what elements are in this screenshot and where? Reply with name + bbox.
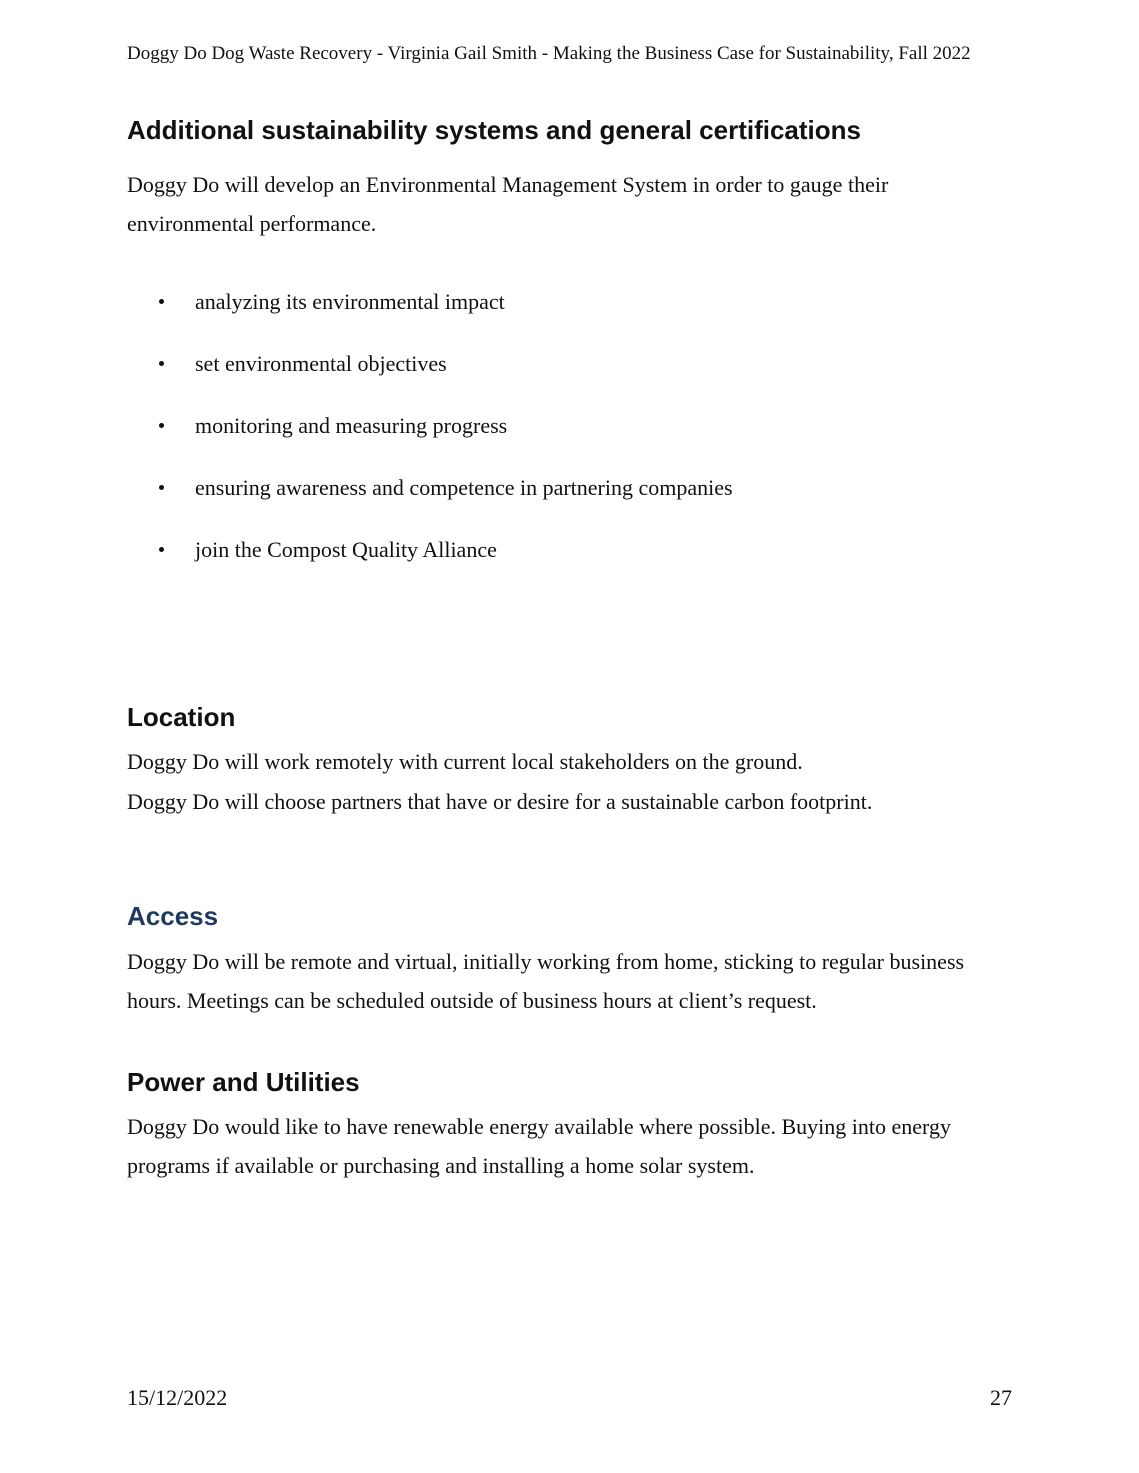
heading-power-utilities: Power and Utilities bbox=[127, 1067, 360, 1097]
ems-bullet-list bbox=[127, 283, 733, 593]
bullet-dot bbox=[159, 299, 164, 304]
paragraph-location-2: Doggy Do will choose partners that have or desire for a sustainable carbon footprint. bbox=[127, 789, 873, 814]
bullet-dot bbox=[159, 423, 164, 428]
paragraph-location-1: Doggy Do will work remotely with current local stakeholders on the ground. bbox=[127, 749, 803, 774]
heading-additional-sustainability: Additional sustainability systems and general certifications bbox=[127, 115, 861, 145]
list-item-text: join the Compost Quality Alliance bbox=[195, 537, 497, 562]
list-item bbox=[127, 407, 733, 469]
list-item bbox=[127, 531, 733, 593]
list-item-text: monitoring and measuring progress bbox=[195, 413, 508, 438]
heading-access: Access bbox=[127, 901, 219, 931]
paragraph-power-utilities: Doggy Do would like to have renewable energy available where possible. Buying into energy programs if available or purchasing and installing a home solar system. bbox=[127, 1114, 951, 1178]
list-item-text: ensuring awareness and competence in partnering companies bbox=[195, 475, 733, 500]
list-item bbox=[127, 469, 733, 531]
bullet-dot bbox=[159, 485, 164, 490]
footer-date: 15/12/2022 bbox=[127, 1385, 228, 1410]
running-header: Doggy Do Dog Waste Recovery - Virginia Gail Smith - Making the Business Case for Sustainability, Fall 2022 bbox=[127, 43, 971, 64]
list-item bbox=[127, 283, 733, 345]
paragraph-access: Doggy Do will be remote and virtual, initially working from home, sticking to regular business hours. Meetings can be scheduled outside of business hours at client’s request. bbox=[127, 949, 965, 1013]
paragraph-ems-intro: Doggy Do will develop an Environmental Management System in order to gauge their environmental performance. bbox=[127, 172, 889, 236]
list-item bbox=[127, 345, 733, 407]
list-item-text: analyzing its environmental impact bbox=[195, 289, 505, 314]
heading-location: Location bbox=[127, 702, 236, 732]
bullet-dot bbox=[159, 547, 164, 552]
list-item-text: set environmental objectives bbox=[195, 351, 447, 376]
bullet-dot bbox=[159, 361, 164, 366]
page-number: 27 bbox=[990, 1385, 1012, 1410]
